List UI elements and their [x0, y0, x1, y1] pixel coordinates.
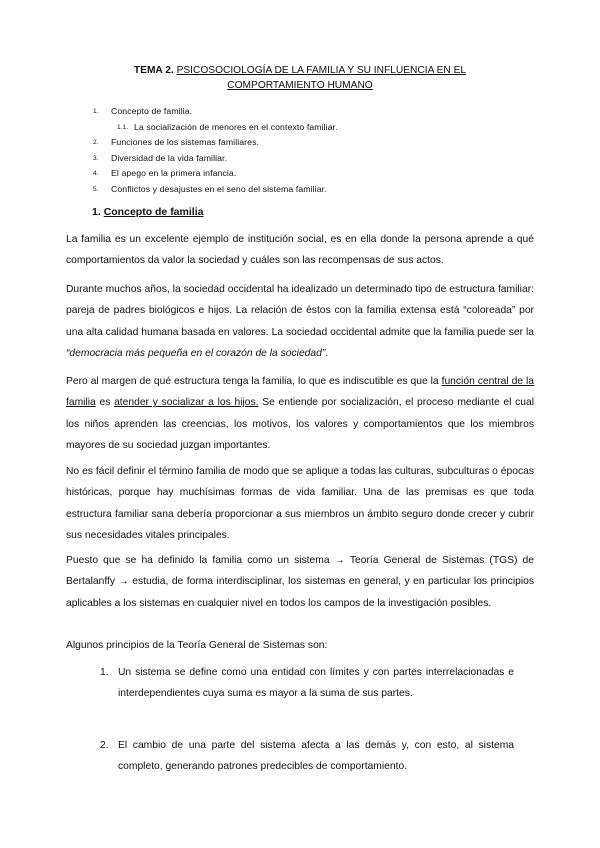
paragraph-5 [66, 550, 534, 614]
paragraph-3-underline-1: función central de la familia [66, 376, 534, 409]
paragraph-1 [66, 229, 534, 272]
toc-text: Funciones de los sistemas familiares. [111, 137, 260, 148]
section-heading [92, 206, 203, 218]
document-title [66, 63, 534, 93]
section-title: Concepto de familia [103, 206, 204, 218]
toc-number: 1. [93, 108, 99, 115]
toc-text: El apego en la primera infancia. [111, 168, 237, 179]
paragraph-3-text-c: Se entiende por socialización, el proceso mediante el cual los niños aprenden las creencias, los motivos, los valores y comportamientos que los miembros mayores de su sociedad juzgan importantes. [66, 397, 534, 451]
principle-number: 1. [100, 667, 109, 678]
paragraph-6-text: Algunos principios de la Teoría General de Sistemas son: [66, 640, 328, 651]
toc-text: Concepto de familia. [111, 106, 193, 116]
paragraph-4 [66, 461, 534, 546]
paragraph-5-text: Puesto que se ha definido la familia como un sistema → Teoría General de Sistemas (TGS) de Bertalanffy → estudia, de forma interdisciplinar, los sistemas en general, y en particular los principios aplicables a los sistemas en cualquier nivel en todos los campos de la investigación posibles. [66, 555, 534, 609]
toc-number: 2. [93, 139, 99, 147]
toc-text: La socialización de menores en el contexto familiar. [134, 121, 338, 132]
section-number: 1. [92, 206, 101, 218]
toc-number: 4. [93, 170, 99, 178]
paragraph-6 [66, 635, 534, 656]
paragraph-3-underline-2: atender y socializar a los hijos. [114, 397, 259, 409]
toc-text: Diversidad de la vida familiar. [111, 152, 228, 163]
title-line-2: COMPORTAMIENTO HUMANO [227, 80, 373, 91]
principle-text: Un sistema se define como una entidad con límites y con partes interrelacionadas e interdependientes cuya suma es mayor a la suma de sus partes. [118, 667, 514, 699]
paragraph-3-text-b: es [95, 397, 115, 409]
toc-number: 1.1. [117, 123, 129, 131]
paragraph-2-quote: “democracia más pequeña en el corazón de la sociedad” [66, 347, 326, 359]
paragraph-4-text: No es fácil definir el término familia de modo que se aplique a todas las culturas, subculturas o épocas históricas, porque hay muchísimas formas de vida familiar. Una de las premisas es que toda estructura familiar sana debería proporcionar a sus miembros un ámbito seguro donde crecer y cubrir sus necesidades vitales principales. [66, 466, 534, 541]
paragraph-3 [66, 371, 534, 456]
title-line-1: PSICOSOCIOLOGÍA DE LA FAMILIA Y SU INFLUENCIA EN EL [176, 65, 467, 76]
toc-number: 5. [93, 185, 99, 193]
title-label: TEMA 2. [133, 65, 174, 76]
toc-number: 3. [93, 154, 99, 162]
paragraph-1-text: La familia es un excelente ejemplo de institución social, es en ella donde la persona aprende a qué comportamientos da valor la sociedad y cuáles son las recompensas de sus actos. [66, 234, 534, 267]
principle-number: 2. [100, 740, 109, 751]
toc-text: Conflictos y desajustes en el seno del sistema familiar. [111, 183, 327, 194]
paragraph-2 [66, 279, 534, 364]
paragraph-3-text-a: Pero al margen de qué estructura tenga la familia, lo que es indiscutible es que la [66, 376, 442, 387]
principle-text: El cambio de una parte del sistema afecta a las demás y, con esto, al sistema completo, generando patrones predecibles de comportamiento. [118, 740, 514, 772]
paragraph-2-text: Durante muchos años, la sociedad occidental ha idealizado un determinado tipo de estructura familiar: pareja de padres biológicos e hijos. La relación de éstos con la familia extensa está “coloreada” por una alta calidad humana basada en valores. La sociedad occidental admite que la familia puede ser la [66, 284, 534, 338]
paragraph-2-end: . [325, 347, 329, 359]
